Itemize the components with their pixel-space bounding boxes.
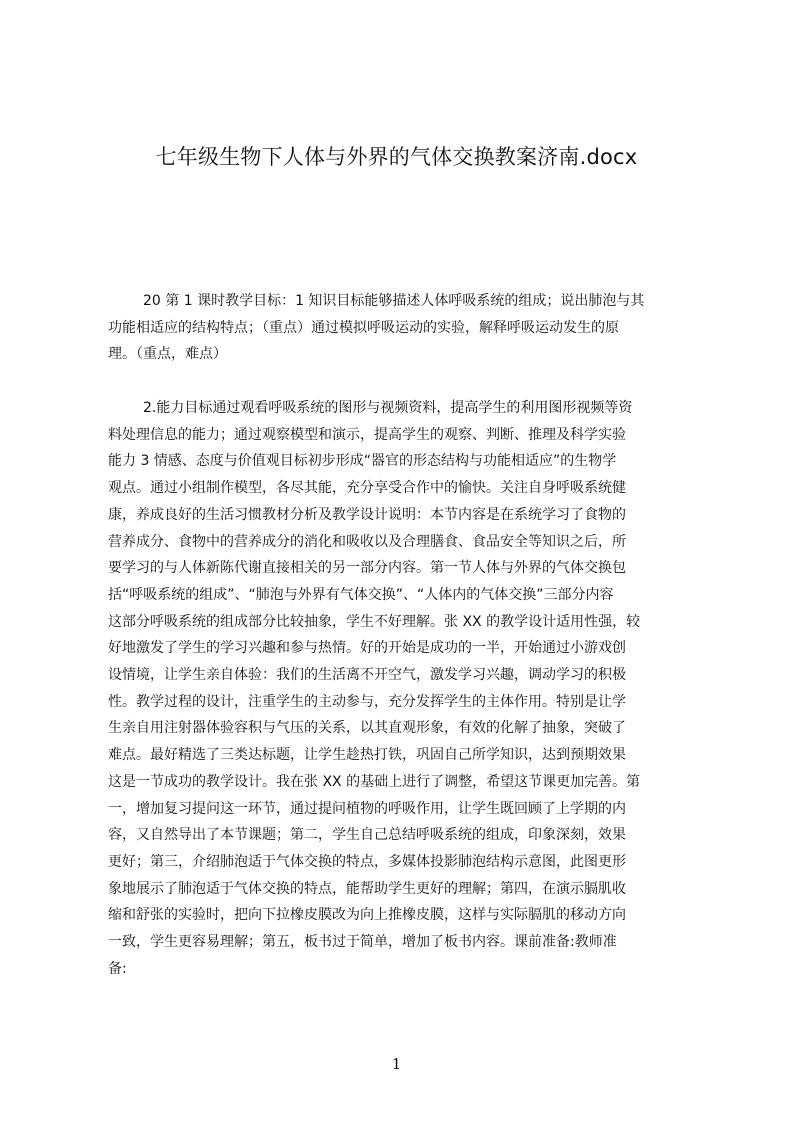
text-line: 性。教学过程的设计，注重学生的主动参与，充分发挥学生的主体作用。特别是让学	[108, 693, 626, 710]
text-line: 观点。通过小组制作模型，各尽其能，充分享受合作中的愉快。关注自身呼吸系统健	[108, 480, 626, 497]
text-line: 容，又自然导出了本节课题；第二，学生自己总结呼吸系统的组成，印象深刻，效果	[108, 827, 626, 844]
text-line: 要学习的与人体新陈代谢直接相关的另一部分内容。第一节人体与外界的气体交换包	[108, 560, 626, 577]
document-title: 七年级生物下人体与外界的气体交换教案济南.docx	[155, 145, 638, 169]
text-line: 这是一节成功的教学设计。我在张 XX 的基础上进行了调整，希望这节课更加完善。第	[108, 773, 641, 790]
text-line: 能力 3 情感、态度与价值观目标初步形成“器官的形态结构与功能相适应”的生物学	[108, 453, 617, 470]
text-line: 一致，学生更容易理解；第五，板书过于简单，增加了板书内容。课前准备:教师准	[108, 934, 617, 951]
text-line: 2.能力目标通过观看呼吸系统的图形与视频资料，提高学生的利用图形视频等资	[143, 400, 633, 416]
text-line: 备:	[108, 960, 127, 977]
text-line: 缩和舒张的实验时，把向下拉橡皮膜改为向上推橡皮膜，这样与实际膈肌的移动方向	[108, 907, 626, 924]
text-line: 20 第 1 课时教学目标：1 知识目标能够描述人体呼吸系统的组成；说出肺泡与其	[143, 293, 645, 309]
text-line: 好地激发了学生的学习兴趣和参与热情。好的开始是成功的一半，开始通过小游戏创	[108, 640, 626, 657]
text-line: 象地展示了肺泡适于气体交换的特点，能帮助学生更好的理解；第四，在演示膈肌收	[108, 880, 626, 897]
text-line: 括“呼吸系统的组成”、“肺泡与外界有气体交换”、“人体内的气体交换”三部分内容	[108, 586, 614, 603]
text-line: 难点。最好精选了三类达标题，让学生趁热打铁，巩固自己所学知识，达到预期效果	[108, 747, 626, 764]
text-line: 理。（重点，难点）	[108, 346, 227, 363]
text-line: 生亲自用注射器体验容积与气压的关系，以其直观形象，有效的化解了抽象，突破了	[108, 720, 626, 737]
text-line: 设情境，让学生亲自体验：我们的生活离不开空气，激发学习兴趣，调动学习的积极	[108, 667, 626, 684]
page-number: 1	[391, 1055, 402, 1073]
text-line: 功能相适应的结构特点；（重点）通过模拟呼吸运动的实验，解释呼吸运动发生的原	[108, 319, 619, 336]
text-line: 营养成分、食物中的营养成分的消化和吸收以及合理膳食、食品安全等知识之后，所	[108, 533, 626, 550]
text-line: 康，养成良好的生活习惯教材分析及教学设计说明：本节内容是在系统学习了食物的	[108, 506, 626, 523]
paragraph-learning-objectives	[108, 288, 698, 368]
text-line: 料处理信息的能力；通过观察模型和演示，提高学生的观察、判断、推理及科学实验	[108, 426, 626, 443]
paragraph-ability-objectives	[108, 395, 698, 982]
text-line: 一，增加复习提问这一环节，通过提问植物的呼吸作用，让学生既回顾了上学期的内	[108, 800, 626, 817]
text-line: 更好；第三，介绍肺泡适于气体交换的特点，多媒体投影肺泡结构示意图，此图更形	[108, 853, 626, 870]
text-line: 这部分呼吸系统的组成部分比较抽象，学生不好理解。张 XX 的教学设计适用性强，较	[108, 613, 641, 630]
